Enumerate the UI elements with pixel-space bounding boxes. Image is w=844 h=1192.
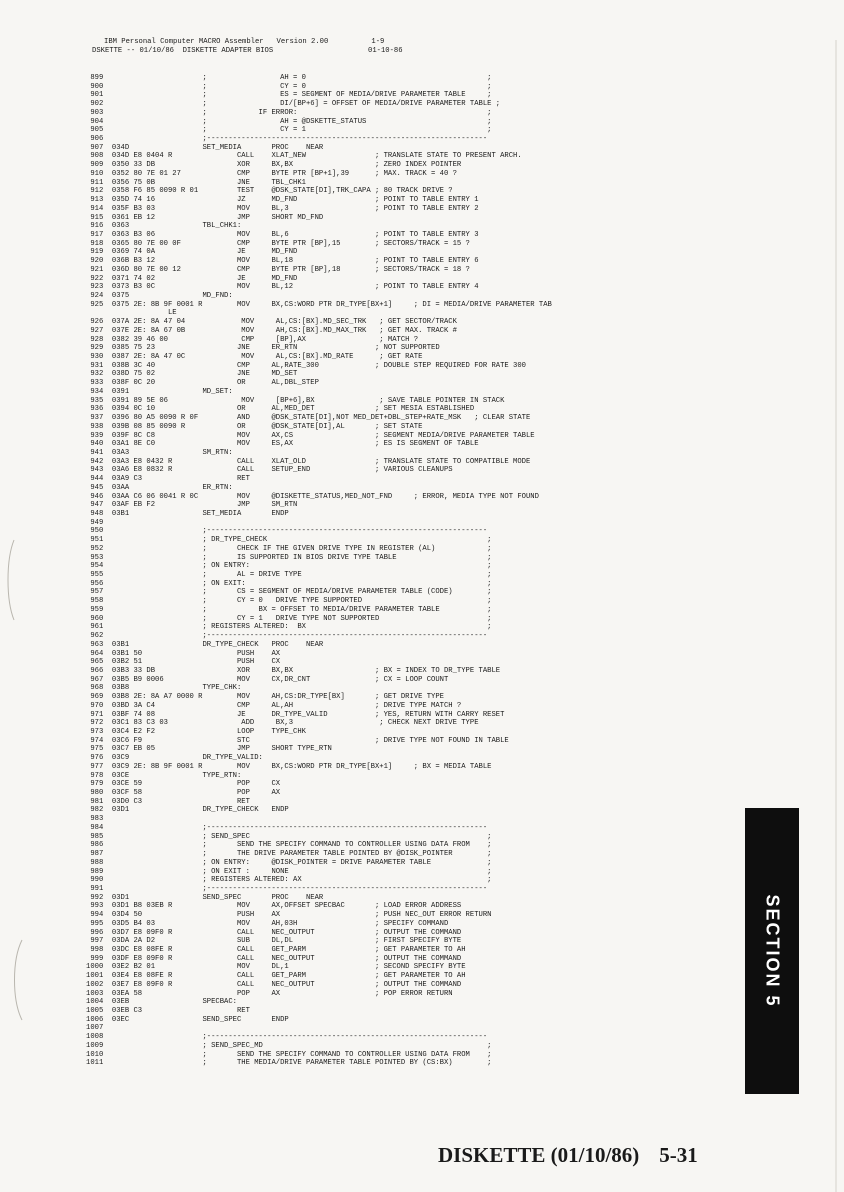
listing-line: 927 037E 2E: 8A 67 0B MOV AH,CS:[BX].MD_MAX_TRK ; GET MAX. TRACK # [86, 326, 457, 335]
listing-line: 1009 ; SEND_SPEC_MD ; [86, 1041, 492, 1050]
footer-title: DISKETTE (01/10/86) [438, 1143, 640, 1167]
listing-line: 934 0391 MD_SET: [86, 387, 233, 396]
listing-line: 978 03CE TYPE_RTN: [86, 771, 242, 780]
listing-line: 980 03CF 58 POP AX [86, 789, 281, 798]
listing-line: 907 034D SET_MEDIA PROC NEAR [86, 143, 324, 152]
listing-line: 962 ;----------------------------------------------------------------- [86, 632, 488, 641]
listing-line: 988 ; ON ENTRY: @DISK_POINTER = DRIVE PARAMETER TABLE ; [86, 858, 492, 867]
listing-line: 915 0361 EB 12 JMP SHORT MD_FND [86, 213, 324, 222]
listing-line: 970 03BD 3A C4 CMP AL,AH ; DRIVE TYPE MATCH ? [86, 701, 462, 710]
listing-line: 933 038F 0C 20 OR AL,DBL_STEP [86, 379, 319, 388]
listing-line: 953 ; IS SUPPORTED IN BIOS DRIVE TYPE TABLE ; [86, 553, 492, 562]
listing-line: LE [86, 309, 177, 318]
listing-line: 979 03CE 59 POP CX [86, 780, 281, 789]
listing-line: 919 0369 74 0A JE MD_FND [86, 248, 298, 257]
listing-line: 958 ; CY = 0 DRIVE TYPE SUPPORTED ; [86, 597, 492, 606]
listing-line: 954 ; ON ENTRY: ; [86, 562, 492, 571]
listing-line: 929 0385 75 23 JNE ER_RTN ; NOT SUPPORTED [86, 344, 440, 353]
listing-line: 924 0375 MD_FND: [86, 292, 233, 300]
listing-line: 956 ; ON EXIT: ; [86, 579, 492, 588]
listing-line: 937 0396 80 A5 0090 R 0F AND @DSK_STATE[DI],NOT MED_DET+DBL_STEP+RATE_MSK ; CLEAR STATE [86, 414, 531, 423]
listing-line: 950 ;----------------------------------------------------------------- [86, 527, 488, 536]
listing-line: 996 03D7 E8 09F0 R CALL NEC_OUTPUT ; OUTPUT THE COMMAND [86, 928, 462, 937]
listing-line: 957 ; CS = SEGMENT OF MEDIA/DRIVE PARAMETER TABLE (CODE) ; [86, 588, 492, 597]
listing-line: 955 ; AL = DRIVE TYPE ; [86, 571, 492, 580]
listing-line: 901 ; ES = SEGMENT OF MEDIA/DRIVE PARAMETER TABLE ; [86, 91, 492, 100]
listing-line: 936 0394 0C 10 OR AL,MED_DET ; SET MESIA ESTABLISHED [86, 405, 475, 414]
listing-line: 946 03AA C6 06 0041 R 0C MOV @DISKETTE_STATUS,MED_NOT_FND ; ERROR, MEDIA TYPE NOT FOUND [86, 492, 539, 501]
listing-line: 930 0387 2E: 8A 47 0C MOV AL,CS:[BX].MD_RATE ; GET RATE [86, 353, 423, 362]
page-footer [438, 1143, 698, 1168]
listing-line: 976 03C9 DR_TYPE_VALID: [86, 754, 263, 763]
listing-header-line-1: IBM Personal Computer MACRO Assembler Version 2.00 1-9 [104, 38, 385, 46]
section-tab [745, 808, 799, 1094]
listing-line: 960 ; CY = 1 DRIVE TYPE NOT SUPPORTED ; [86, 614, 492, 623]
listing-line: 920 036B B3 12 MOV BL,18 ; POINT TO TABLE ENTRY 6 [86, 257, 479, 266]
listing-line: 972 03C1 83 C3 03 ADD BX,3 ; CHECK NEXT DRIVE TYPE [86, 719, 479, 728]
listing-line: 965 03B2 51 PUSH CX [86, 658, 281, 667]
listing-line: 899 ; AH = 0 ; [86, 74, 492, 82]
listing-line: 973 03C4 E2 F2 LOOP TYPE_CHK [86, 728, 306, 736]
listing-line: 1008 ;----------------------------------------------------------------- [86, 1033, 488, 1042]
listing-line: 913 035D 74 16 JZ MD_FND ; POINT TO TABLE ENTRY 1 [86, 196, 479, 205]
listing-line: 986 ; SEND THE SPECIFY COMMAND TO CONTROLLER USING DATA FROM ; [86, 841, 492, 850]
listing-line: 991 ;----------------------------------------------------------------- [86, 884, 488, 893]
listing-line: 935 0391 89 5E 06 MOV [BP+6],BX ; SAVE TABLE POINTER IN STACK [86, 396, 505, 405]
listing-line: 984 ;----------------------------------------------------------------- [86, 823, 488, 832]
listing-line: 1003 03EA 58 POP AX ; POP ERROR RETURN [86, 989, 453, 998]
listing-line: 903 ; IF ERROR: ; [86, 108, 492, 117]
listing-line: 952 ; CHECK IF THE GIVEN DRIVE TYPE IN REGISTER (AL) ; [86, 544, 492, 553]
listing-line: 987 ; THE DRIVE PARAMETER TABLE POINTED BY @DISK_POINTER ; [86, 850, 492, 859]
listing-line: 945 03AA ER_RTN: [86, 483, 233, 492]
listing-line: 998 03DC E8 08FE R CALL GET_PARM ; GET PARAMETER TO AH [86, 946, 466, 954]
listing-line: 982 03D1 DR_TYPE_CHECK ENDP [86, 806, 289, 815]
listing-line: 922 0371 74 02 JE MD_FND [86, 274, 298, 283]
listing-line: 939 039F 8C C8 MOV AX,CS ; SEGMENT MEDIA/DRIVE PARAMETER TABLE [86, 431, 535, 440]
listing-line: 1006 03EC SEND_SPEC ENDP [86, 1015, 289, 1024]
listing-line: 940 03A1 8E C0 MOV ES,AX ; ES IS SEGMENT OF TABLE [86, 440, 479, 449]
listing-line: 985 ; SEND_SPEC ; [86, 832, 492, 841]
listing-line: 969 03B8 2E: 8A A7 0000 R MOV AH,CS:DR_TYPE[BX] ; GET DRIVE TYPE [86, 693, 444, 702]
listing-line: 938 039B 08 85 0090 R OR @DSK_STATE[DI],AL ; SET STATE [86, 422, 423, 431]
listing-line: 994 03D4 50 PUSH AX ; PUSH NEC_OUT ERROR RETURN [86, 911, 492, 920]
listing-line: 990 ; REGISTERS ALTERED: AX ; [86, 876, 492, 885]
listing-line: 925 0375 2E: 8B 9F 0001 R MOV BX,CS:WORD PTR DR_TYPE[BX+1] ; DI = MEDIA/DRIVE PARAMETER TAB [86, 300, 552, 309]
listing-line: 966 03B3 33 DB XOR BX,BX ; BX = INDEX TO DR_TYPE TABLE [86, 666, 501, 675]
listing-line: 1010 ; SEND THE SPECIFY COMMAND TO CONTROLLER USING DATA FROM ; [86, 1050, 492, 1059]
listing-line: 967 03B5 B9 0006 MOV CX,DR_CNT ; CX = LOOP COUNT [86, 675, 449, 684]
listing-line: 918 0365 80 7E 00 0F CMP BYTE PTR [BP],15 ; SECTORS/TRACK = 15 ? [86, 239, 470, 248]
listing-line: 968 03B8 TYPE_CHK: [86, 684, 242, 693]
listing-line: 926 037A 2E: 8A 47 04 MOV AL,CS:[BX].MD_SEC_TRK ; GET SECTOR/TRACK [86, 318, 457, 327]
listing-line: 1000 03E2 B2 01 MOV DL,1 ; SECOND SPECIFY BYTE [86, 963, 466, 972]
listing-line: 1011 ; THE MEDIA/DRIVE PARAMETER TABLE POINTED BY (CS:BX) ; [86, 1059, 492, 1068]
listing-line: 1005 03EB C3 RET [86, 1007, 250, 1016]
section-tab-label: SECTION 5 [762, 894, 783, 1008]
listing-line: 1007 [86, 1024, 104, 1033]
listing-line: 993 03D1 B8 03EB R MOV AX,OFFSET SPECBAC ; LOAD ERROR ADDRESS [86, 902, 462, 911]
listing-line: 941 03A3 SM_RTN: [86, 448, 233, 457]
listing-line: 999 03DF E8 09F0 R CALL NEC_OUTPUT ; OUTPUT THE COMMAND [86, 954, 462, 963]
listing-line: 902 ; DI/[BP+6] = OFFSET OF MEDIA/DRIVE PARAMETER TABLE ; [86, 100, 501, 109]
listing-line: 921 036D 80 7E 00 12 CMP BYTE PTR [BP],18 ; SECTORS/TRACK = 18 ? [86, 265, 470, 274]
listing-line: 1001 03E4 E8 08FE R CALL GET_PARM ; GET PARAMETER TO AH [86, 972, 466, 981]
listing-line: 923 0373 B3 0C MOV BL,12 ; POINT TO TABLE ENTRY 4 [86, 283, 479, 292]
listing-header-line-2: DSKETTE -- 01/10/86 DISKETTE ADAPTER BIOS 01-10-86 [92, 47, 403, 55]
listing-line: 909 0350 33 DB XOR BX,BX ; ZERO INDEX POINTER [86, 161, 462, 170]
listing-line: 944 03A9 C3 RET [86, 475, 250, 484]
listing-line: 975 03C7 EB 05 JMP SHORT TYPE_RTN [86, 745, 332, 754]
listing-line: 951 ; DR_TYPE_CHECK ; [86, 536, 492, 545]
listing-line: 914 035F B3 03 MOV BL,3 ; POINT TO TABLE ENTRY 2 [86, 204, 479, 213]
listing-line: 912 0358 F6 85 0090 R 01 TEST @DSK_STATE[DI],TRK_CAPA ; 80 TRACK DRIVE ? [86, 187, 453, 196]
listing-line: 911 0356 75 0B JNE TBL_CHK1 [86, 178, 306, 187]
listing-line: 942 03A3 E8 0432 R CALL XLAT_OLD ; TRANSLATE STATE TO COMPATIBLE MODE [86, 457, 531, 466]
listing-line: 947 03AF EB F2 JMP SM_RTN [86, 501, 298, 510]
listing-line: 908 034D E8 0404 R CALL XLAT_NEW ; TRANSLATE STATE TO PRESENT ARCH. [86, 152, 522, 161]
listing-line: 963 03B1 DR_TYPE_CHECK PROC NEAR [86, 640, 324, 649]
listing-line: 910 0352 80 7E 01 27 CMP BYTE PTR [BP+1],39 ; MAX. TRACK = 40 ? [86, 169, 457, 178]
listing-line: 949 [86, 518, 104, 527]
listing-line: 943 03A6 E8 0832 R CALL SETUP_END ; VARIOUS CLEANUPS [86, 466, 453, 475]
listing-line: 974 03C6 F9 STC ; DRIVE TYPE NOT FOUND IN TABLE [86, 736, 509, 745]
listing-line: 904 ; AH = @DSKETTE_STATUS ; [86, 117, 492, 126]
listing-line: 931 038B 3C 40 CMP AL,RATE_300 ; DOUBLE STEP REQUIRED FOR RATE 300 [86, 361, 526, 370]
listing-line: 932 038D 75 02 JNE MD_SET [86, 370, 298, 379]
listing-line: 928 0382 39 46 00 CMP [BP],AX ; MATCH ? [86, 335, 419, 344]
listing-line: 989 ; ON EXIT : NONE ; [86, 867, 492, 876]
listing-line: 905 ; CY = 1 ; [86, 126, 492, 135]
listing-line: 906 ;----------------------------------------------------------------- [86, 135, 488, 144]
listing-line: 981 03D0 C3 RET [86, 797, 250, 806]
listing-line: 900 ; CY = 0 ; [86, 82, 492, 91]
listing-line: 983 [86, 815, 104, 824]
listing-line: 992 03D1 SEND_SPEC PROC NEAR [86, 893, 324, 902]
page-number: 5-31 [659, 1143, 698, 1167]
listing-line: 971 03BF 74 08 JE DR_TYPE_VALID ; YES, RETURN WITH CARRY RESET [86, 710, 505, 719]
listing-line: 977 03C9 2E: 8B 9F 0001 R MOV BX,CS:WORD PTR DR_TYPE[BX+1] ; BX = MEDIA TABLE [86, 762, 492, 771]
listing-line: 961 ; REGISTERS ALTERED: BX ; [86, 623, 492, 632]
listing-line: 959 ; BX = OFFSET TO MEDIA/DRIVE PARAMETER TABLE ; [86, 605, 492, 614]
listing-line: 948 03B1 SET_MEDIA ENDP [86, 510, 289, 518]
listing-line: 1002 03E7 E8 09F0 R CALL NEC_OUTPUT ; OUTPUT THE COMMAND [86, 980, 462, 989]
listing-line: 1004 03EB SPECBAC: [86, 998, 237, 1007]
listing-line: 916 0363 TBL_CHK1: [86, 222, 242, 231]
listing-line: 995 03D5 B4 03 MOV AH,03H ; SPECIFY COMMAND [86, 919, 449, 928]
listing-line: 997 03DA 2A D2 SUB DL,DL ; FIRST SPECIFY BYTE [86, 937, 462, 946]
listing-line: 917 0363 B3 06 MOV BL,6 ; POINT TO TABLE ENTRY 3 [86, 230, 479, 239]
listing-line: 964 03B1 50 PUSH AX [86, 649, 281, 658]
